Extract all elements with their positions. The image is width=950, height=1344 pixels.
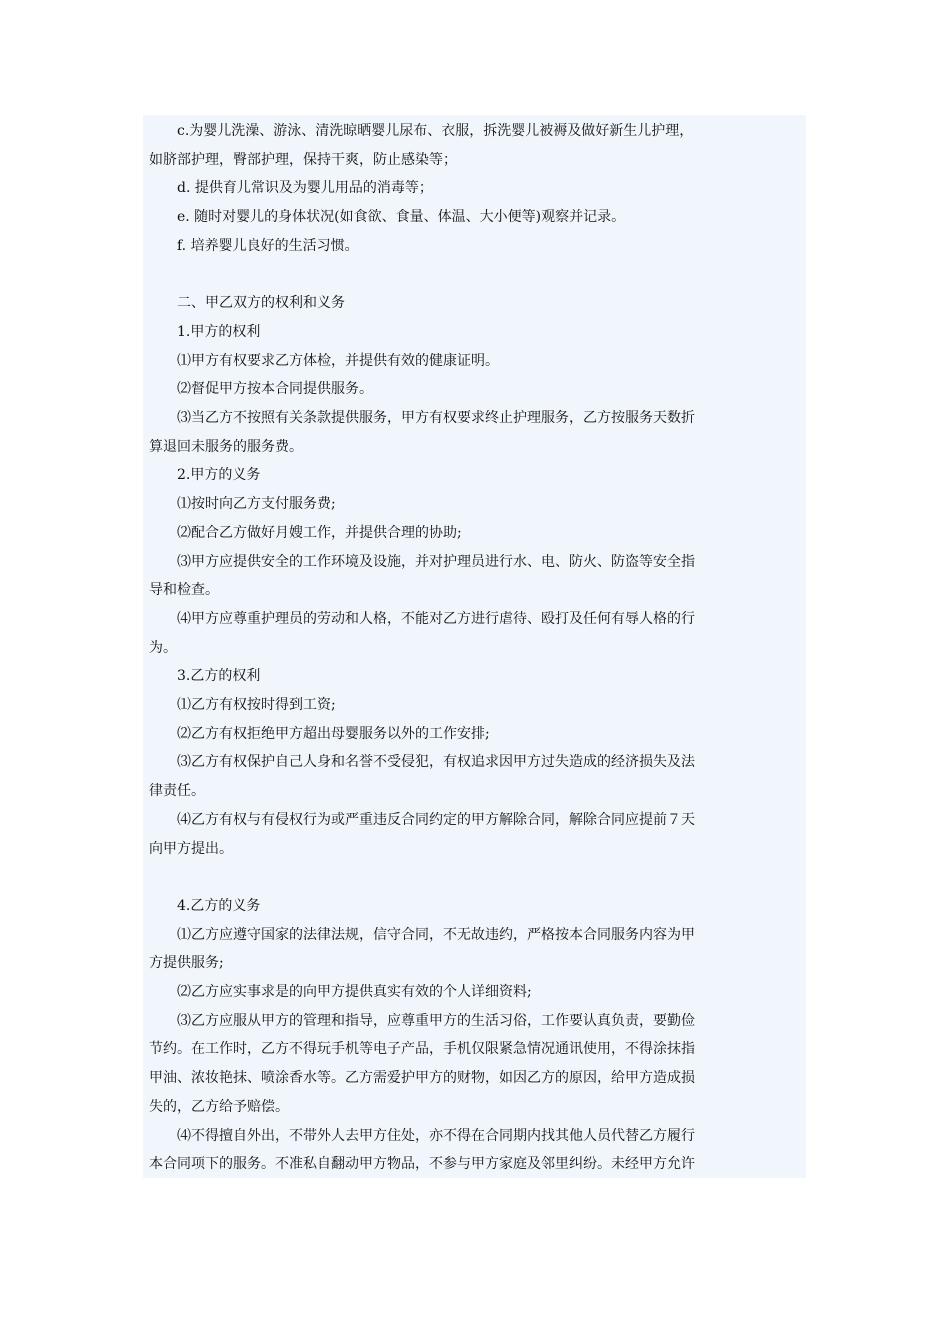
blank-line	[149, 863, 806, 892]
paragraph-line: 为。	[149, 639, 177, 656]
paragraph-line: 本合同项下的服务。不准私自翻动甲方物品，不参与甲方家庭及邻里纠纷。未经甲方允许	[149, 1156, 695, 1173]
paragraph-line: 方提供服务;	[149, 955, 224, 972]
paragraph	[149, 404, 806, 461]
paragraph-line: 节约。在工作时，乙方不得玩手机等电子产品，手机仅限紧急情况通讯使用，不得涂抹指	[149, 1041, 695, 1058]
paragraph	[149, 1122, 806, 1179]
document-page	[143, 115, 806, 1178]
paragraph-line: 2.甲方的义务	[177, 467, 261, 484]
document-body	[143, 115, 806, 1179]
paragraph	[149, 461, 806, 490]
paragraph-line: ⑵督促甲方按本合同提供服务。	[177, 381, 373, 398]
paragraph	[149, 174, 806, 203]
paragraph	[149, 347, 806, 376]
paragraph-line: 甲油、浓妆艳抹、喷涂香水等。乙方需爱护甲方的财物，如因乙方的原因，给甲方造成损	[149, 1070, 695, 1087]
paragraph	[149, 232, 806, 261]
paragraph	[149, 921, 806, 978]
paragraph-line: ⑶乙方有权保护自己人身和名誉不受侵犯，有权追求因甲方过失造成的经济损失及法	[177, 754, 695, 771]
paragraph-line: ⑵乙方有权拒绝甲方超出母婴服务以外的工作安排;	[177, 725, 490, 742]
paragraph	[149, 318, 806, 347]
paragraph	[149, 720, 806, 749]
paragraph	[149, 605, 806, 662]
paragraph-line: 律责任。	[149, 783, 205, 800]
paragraph	[149, 1007, 806, 1122]
paragraph	[149, 892, 806, 921]
paragraph	[149, 375, 806, 404]
paragraph-line: ⑷不得擅自外出，不带外人去甲方住处，亦不得在合同期内找其他人员代替乙方履行	[177, 1127, 695, 1144]
paragraph-line: ⑶乙方应服从甲方的管理和指导，应尊重甲方的生活习俗，工作要认真负责，要勤俭	[177, 1012, 695, 1029]
paragraph	[149, 519, 806, 548]
paragraph	[149, 748, 806, 805]
paragraph	[149, 490, 806, 519]
paragraph-line: c.为婴儿洗澡、游泳、清洗晾晒婴儿尿布、衣服，拆洗婴儿被褥及做好新生儿护理，	[177, 123, 694, 139]
paragraph-line: ⑷甲方应尊重护理员的劳动和人格，不能对乙方进行虐待、殴打及任何有辱人格的行	[177, 610, 695, 627]
paragraph-line: 二、甲乙双方的权利和义务	[177, 295, 345, 312]
paragraph-line: 算退回未服务的服务费。	[149, 438, 303, 455]
paragraph-line: 向甲方提出。	[149, 840, 233, 857]
paragraph	[149, 691, 806, 720]
paragraph	[149, 203, 806, 232]
paragraph-line: 1.甲方的权利	[177, 323, 261, 340]
paragraph-line: ⑶甲方应提供安全的工作环境及设施，并对护理员进行水、电、防火、防盗等安全指	[177, 553, 695, 570]
paragraph-line: e. 随时对婴儿的身体状况(如食欲、食量、体温、大小便等)观察并记录。	[177, 209, 626, 226]
paragraph-line: d. 提供育儿常识及为婴儿用品的消毒等；	[177, 180, 433, 197]
paragraph	[149, 978, 806, 1007]
paragraph-line: ⑷乙方有权与有侵权行为或严重违反合同约定的甲方解除合同，解除合同应提前７天	[177, 811, 695, 828]
blank-line	[149, 261, 806, 290]
paragraph-line: f. 培养婴儿良好的生活习惯。	[177, 237, 359, 254]
paragraph-line: ⑴乙方有权按时得到工资;	[177, 697, 336, 714]
paragraph-line: 4.乙方的义务	[177, 897, 261, 914]
paragraph-line: 导和检查。	[149, 582, 219, 599]
paragraph	[149, 662, 806, 691]
paragraph-line: 3.乙方的权利	[177, 668, 261, 685]
paragraph-line: ⑶当乙方不按照有关条款提供服务，甲方有权要求终止护理服务，乙方按服务天数折	[177, 410, 695, 427]
paragraph-line: ⑵配合乙方做好月嫂工作，并提供合理的协助;	[177, 524, 462, 541]
paragraph-line: ⑴甲方有权要求乙方体检，并提供有效的健康证明。	[177, 352, 499, 369]
paragraph-line: 如脐部护理，臀部护理，保持干爽，防止感染等；	[149, 151, 457, 168]
paragraph-line: ⑵乙方应实事求是的向甲方提供真实有效的个人详细资料;	[177, 984, 532, 1001]
paragraph	[149, 548, 806, 605]
paragraph	[149, 806, 806, 863]
paragraph-line: 失的，乙方给予赔偿。	[149, 1098, 289, 1115]
paragraph-line: ⑴乙方应遵守国家的法律法规，信守合同，不无故违约，严格按本合同服务内容为甲	[177, 926, 695, 943]
paragraph-line: ⑴按时向乙方支付服务费;	[177, 496, 336, 513]
paragraph	[149, 289, 806, 318]
paragraph	[149, 117, 806, 174]
